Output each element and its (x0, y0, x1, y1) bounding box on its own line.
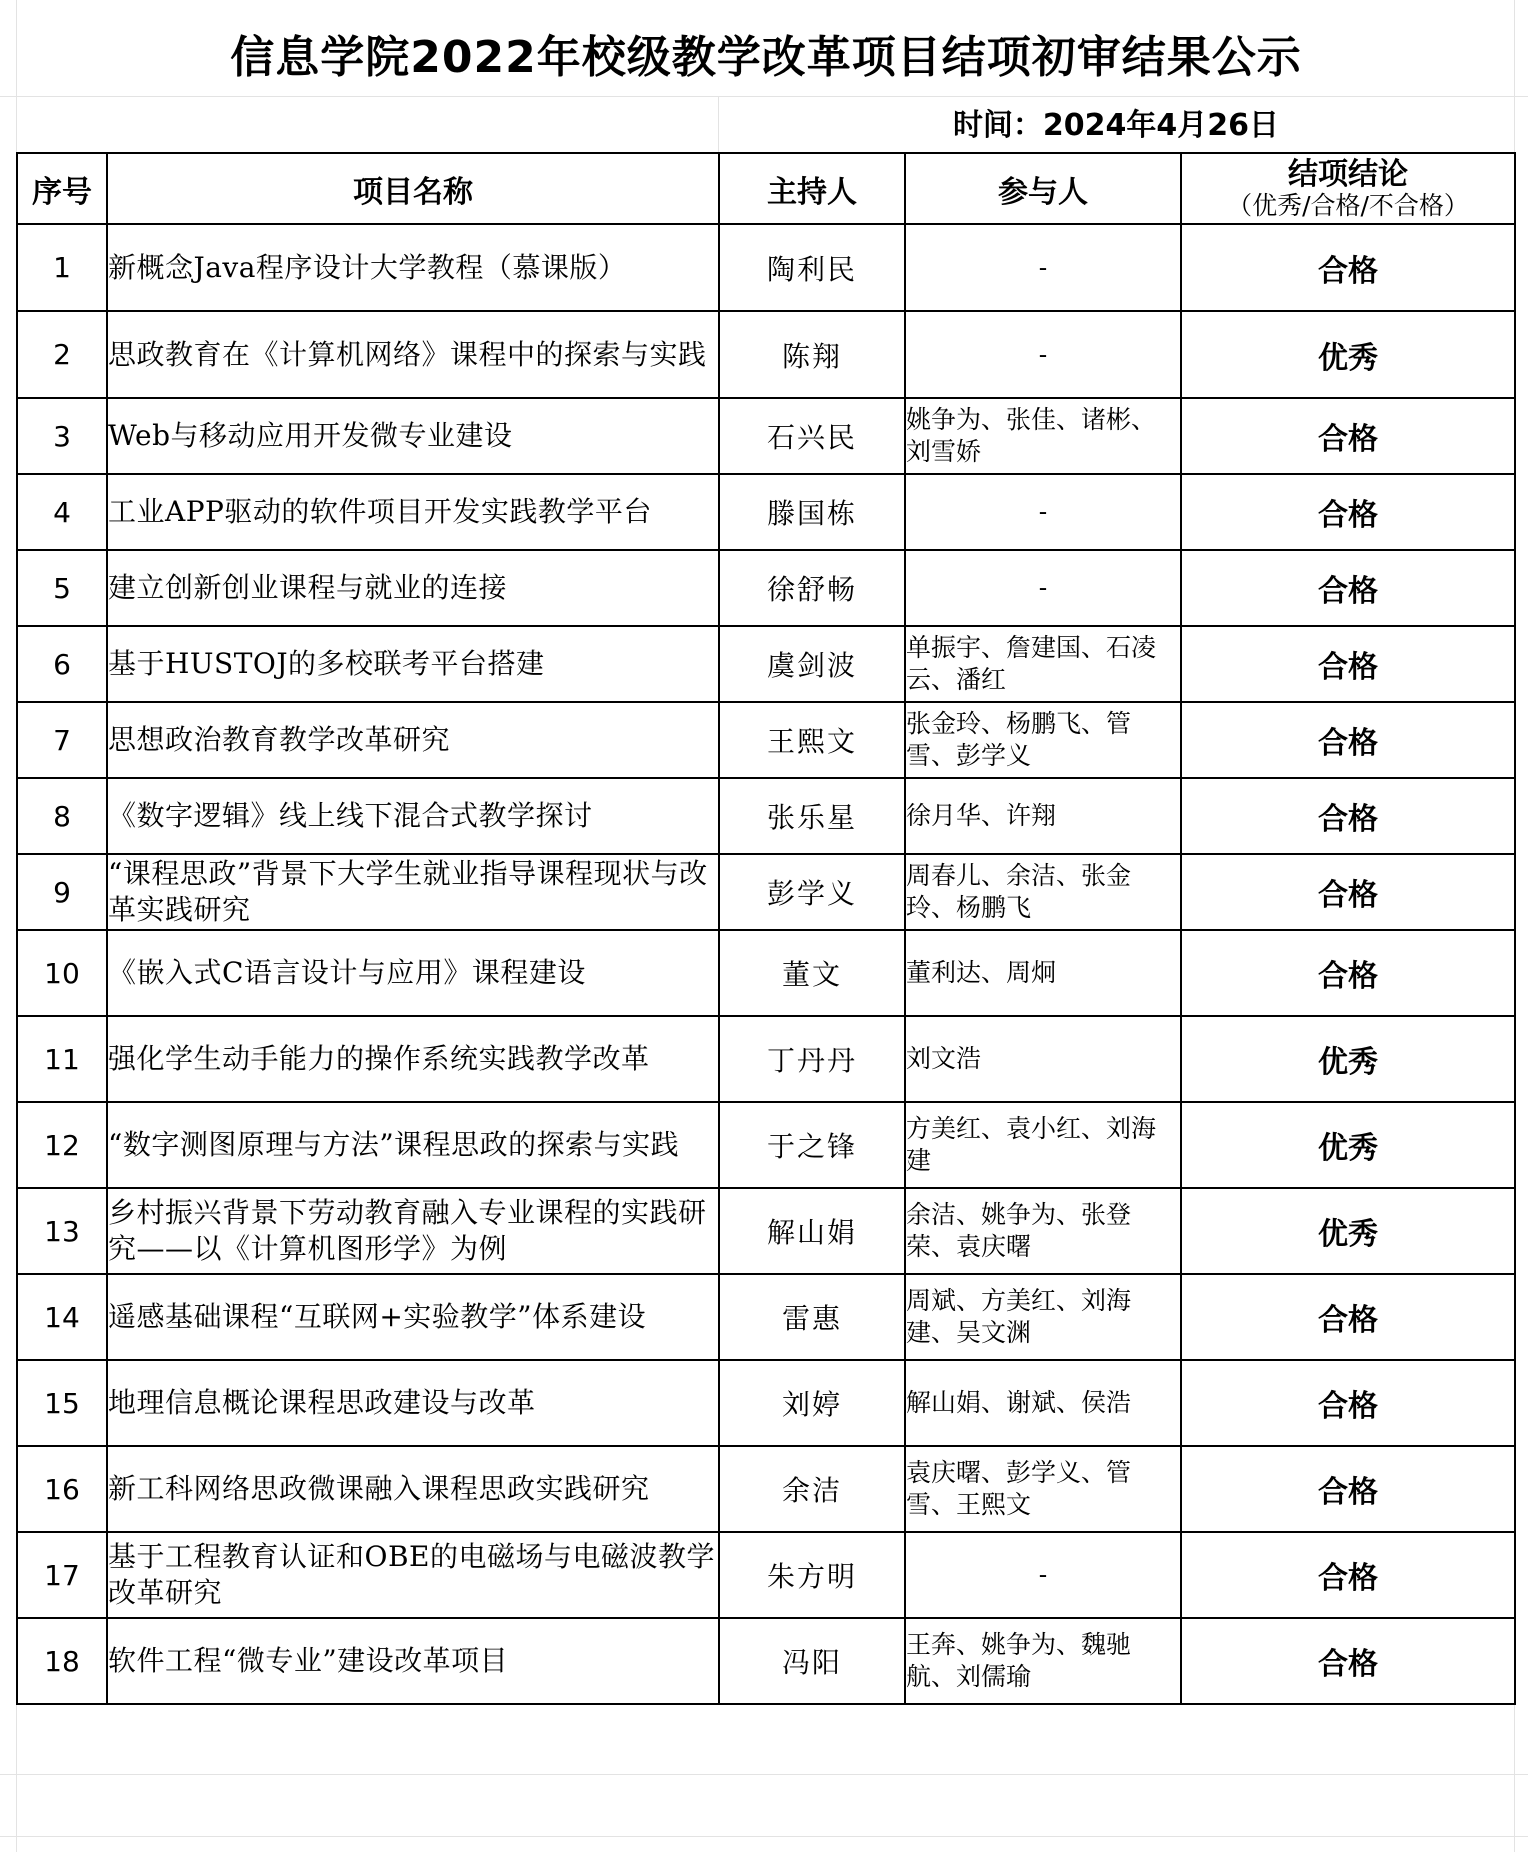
project-host: 刘婷 (719, 1360, 905, 1446)
row-number: 1 (17, 224, 107, 311)
row-number: 10 (17, 930, 107, 1016)
project-result: 合格 (1181, 1274, 1515, 1360)
project-name: Web与移动应用开发微专业建设 (107, 398, 719, 474)
header-host: 主持人 (719, 153, 905, 224)
row-number: 18 (17, 1618, 107, 1704)
table-row (17, 1016, 1515, 1102)
project-participants: 周斌、方美红、刘海建、吴文渊 (905, 1274, 1181, 1360)
project-participants: - (905, 1532, 1181, 1618)
row-number: 16 (17, 1446, 107, 1532)
project-host: 滕国栋 (719, 474, 905, 550)
project-name: 乡村振兴背景下劳动教育融入专业课程的实践研究——以《计算机图形学》为例 (107, 1188, 719, 1274)
project-name: 遥感基础课程“互联网+实验教学”体系建设 (107, 1274, 719, 1360)
project-participants: 单振宇、詹建国、石凌云、潘红 (905, 626, 1181, 702)
project-result: 合格 (1181, 1360, 1515, 1446)
project-name: 新概念Java程序设计大学教程（慕课版） (107, 224, 719, 311)
project-participants: 余洁、姚争为、张登荣、袁庆曙 (905, 1188, 1181, 1274)
project-name: 地理信息概论课程思政建设与改革 (107, 1360, 719, 1446)
project-name: 基于HUSTOJ的多校联考平台搭建 (107, 626, 719, 702)
project-name: 工业APP驱动的软件项目开发实践教学平台 (107, 474, 719, 550)
header-row (17, 153, 1515, 224)
row-number: 14 (17, 1274, 107, 1360)
project-name: 强化学生动手能力的操作系统实践教学改革 (107, 1016, 719, 1102)
row-number: 5 (17, 550, 107, 626)
project-host: 朱方明 (719, 1532, 905, 1618)
row-number: 12 (17, 1102, 107, 1188)
row-number: 15 (17, 1360, 107, 1446)
table-row (17, 1618, 1515, 1704)
project-result: 合格 (1181, 1532, 1515, 1618)
project-result: 优秀 (1181, 1102, 1515, 1188)
project-participants: - (905, 550, 1181, 626)
project-name: 软件工程“微专业”建设改革项目 (107, 1618, 719, 1704)
row-number: 11 (17, 1016, 107, 1102)
row-number: 8 (17, 778, 107, 854)
table-row (17, 626, 1515, 702)
header-conclusion-note: （优秀/合格/不合格） (1227, 190, 1469, 220)
project-name: “数字测图原理与方法”课程思政的探索与实践 (107, 1102, 719, 1188)
project-result: 合格 (1181, 854, 1515, 930)
project-result: 合格 (1181, 626, 1515, 702)
project-host: 虞剑波 (719, 626, 905, 702)
table-row (17, 1446, 1515, 1532)
project-result: 合格 (1181, 550, 1515, 626)
header-conclusion-label: 结项结论 (1288, 156, 1408, 192)
table-row (17, 1102, 1515, 1188)
table-row (17, 398, 1515, 474)
project-name: 新工科网络思政微课融入课程思政实践研究 (107, 1446, 719, 1532)
project-host: 余洁 (719, 1446, 905, 1532)
project-participants: - (905, 474, 1181, 550)
project-name: 《嵌入式C语言设计与应用》课程建设 (107, 930, 719, 1016)
table-row (17, 1532, 1515, 1618)
project-host: 陈翔 (719, 311, 905, 398)
results-table (16, 152, 1516, 1705)
project-host: 丁丹丹 (719, 1016, 905, 1102)
table-row (17, 1188, 1515, 1274)
table-row (17, 474, 1515, 550)
project-host: 陶利民 (719, 224, 905, 311)
table-row (17, 702, 1515, 778)
project-result: 合格 (1181, 778, 1515, 854)
project-name: 《数字逻辑》线上线下混合式教学探讨 (107, 778, 719, 854)
project-participants: 姚争为、张佳、诸彬、刘雪娇 (905, 398, 1181, 474)
project-name: 基于工程教育认证和OBE的电磁场与电磁波教学改革研究 (107, 1532, 719, 1618)
project-name: 思政教育在《计算机网络》课程中的探索与实践 (107, 311, 719, 398)
project-participants: 刘文浩 (905, 1016, 1181, 1102)
project-host: 王熙文 (719, 702, 905, 778)
project-participants: 解山娟、谢斌、侯浩 (905, 1360, 1181, 1446)
project-host: 董文 (719, 930, 905, 1016)
row-number: 9 (17, 854, 107, 930)
page-title: 信息学院2022年校级教学改革项目结项初审结果公示 (230, 32, 1302, 83)
project-participants: - (905, 224, 1181, 311)
project-result: 优秀 (1181, 1016, 1515, 1102)
header-participants: 参与人 (905, 153, 1181, 224)
table-row (17, 550, 1515, 626)
project-name: “课程思政”背景下大学生就业指导课程现状与改革实践研究 (107, 854, 719, 930)
header-name: 项目名称 (107, 153, 719, 224)
row-number: 7 (17, 702, 107, 778)
project-name: 建立创新创业课程与就业的连接 (107, 550, 719, 626)
project-result: 合格 (1181, 702, 1515, 778)
project-host: 冯阳 (719, 1618, 905, 1704)
project-participants: 袁庆曙、彭学义、管雪、王熙文 (905, 1446, 1181, 1532)
project-participants: 张金玲、杨鹏飞、管雪、彭学义 (905, 702, 1181, 778)
table-row (17, 311, 1515, 398)
project-result: 优秀 (1181, 311, 1515, 398)
project-name: 思想政治教育教学改革研究 (107, 702, 719, 778)
row-number: 17 (17, 1532, 107, 1618)
table-row (17, 854, 1515, 930)
project-host: 彭学义 (719, 854, 905, 930)
project-participants: 周春儿、余洁、张金玲、杨鹏飞 (905, 854, 1181, 930)
project-result: 合格 (1181, 474, 1515, 550)
row-number: 13 (17, 1188, 107, 1274)
row-number: 2 (17, 311, 107, 398)
project-result: 合格 (1181, 224, 1515, 311)
project-result: 合格 (1181, 398, 1515, 474)
project-host: 解山娟 (719, 1188, 905, 1274)
table-row (17, 930, 1515, 1016)
project-host: 石兴民 (719, 398, 905, 474)
project-result: 优秀 (1181, 1188, 1515, 1274)
row-number: 6 (17, 626, 107, 702)
project-participants: - (905, 311, 1181, 398)
table-row (17, 224, 1515, 311)
project-participants: 方美红、袁小红、刘海建 (905, 1102, 1181, 1188)
header-no: 序号 (17, 153, 107, 224)
project-result: 合格 (1181, 1446, 1515, 1532)
header-conclusion (1181, 153, 1515, 224)
row-number: 3 (17, 398, 107, 474)
row-number: 4 (17, 474, 107, 550)
project-host: 张乐星 (719, 778, 905, 854)
table-row (17, 1360, 1515, 1446)
table-row (17, 778, 1515, 854)
table-row (17, 1274, 1515, 1360)
project-result: 合格 (1181, 930, 1515, 1016)
publish-date: 时间：2024年4月26日 (952, 108, 1280, 143)
project-participants: 徐月华、许翔 (905, 778, 1181, 854)
project-result: 合格 (1181, 1618, 1515, 1704)
project-participants: 王奔、姚争为、魏驰航、刘儒瑜 (905, 1618, 1181, 1704)
project-host: 于之锋 (719, 1102, 905, 1188)
project-host: 徐舒畅 (719, 550, 905, 626)
project-participants: 董利达、周炯 (905, 930, 1181, 1016)
project-host: 雷惠 (719, 1274, 905, 1360)
